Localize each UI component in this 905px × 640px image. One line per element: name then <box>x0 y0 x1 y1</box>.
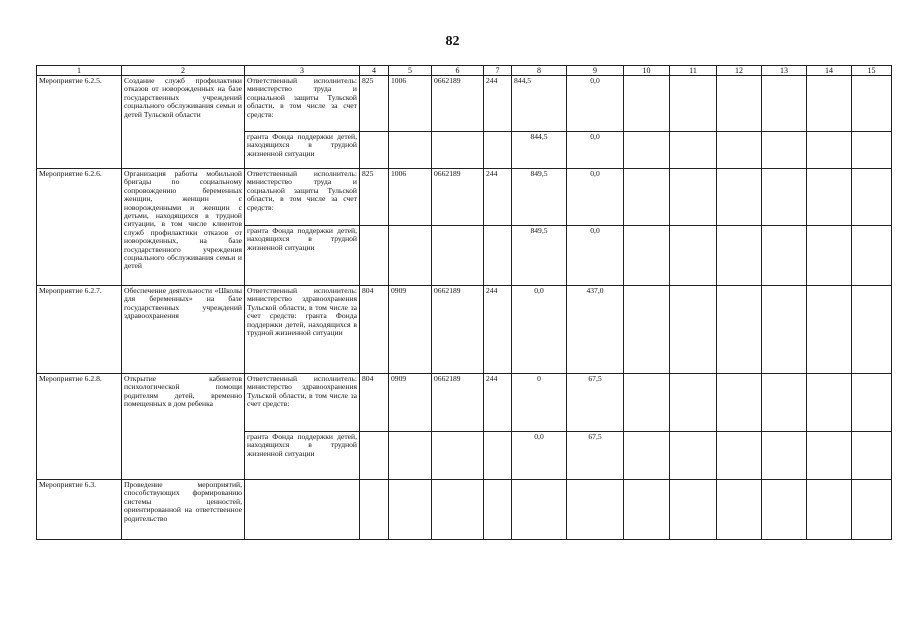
code-cell <box>484 432 512 480</box>
empty-cell <box>670 480 717 540</box>
empty-cell <box>624 432 670 480</box>
executor-cell: гранта Фонда поддержки детей, находящихся в трудной жизненной ситуации <box>245 132 360 169</box>
empty-cell <box>670 374 717 432</box>
empty-cell <box>670 132 717 169</box>
amount-cell: 844,5 <box>512 76 567 132</box>
empty-cell <box>670 226 717 286</box>
amount-cell: 67,5 <box>567 374 624 432</box>
amount-cell: 0 <box>512 374 567 432</box>
empty-cell <box>762 286 807 374</box>
code-cell <box>432 432 484 480</box>
executor-cell: гранта Фонда поддержки детей, находящихся в трудной жизненной ситуации <box>245 226 360 286</box>
code-cell <box>360 480 389 540</box>
empty-cell <box>624 480 670 540</box>
empty-cell <box>762 169 807 226</box>
amount-cell: 0,0 <box>567 132 624 169</box>
empty-cell <box>807 480 852 540</box>
code-cell: 244 <box>484 286 512 374</box>
empty-cell <box>670 432 717 480</box>
code-cell <box>432 226 484 286</box>
column-header: 14 <box>807 66 852 76</box>
empty-cell <box>670 169 717 226</box>
code-cell: 0662189 <box>432 286 484 374</box>
measure-name: Создание служб профилактики отказов от новорожденных на базе государственных учреждений социального обслуживания семьи и детей Тульской области <box>122 76 245 169</box>
table-row <box>37 76 892 132</box>
empty-cell <box>807 226 852 286</box>
code-cell: 1006 <box>389 169 432 226</box>
empty-cell <box>762 226 807 286</box>
empty-cell <box>807 132 852 169</box>
executor-cell: Ответственный исполнитель: министерство здравоохранения Тульской области, в том числе за счет средств: гранта Фонда поддержки детей, находящихся в трудной жизненной ситуации <box>245 286 360 374</box>
empty-cell <box>852 286 892 374</box>
measure-name: Организация работы мобильной бригады по социальному сопровождению беременных женщин, женщин с новорожденными и женщин с детьми, находящихся в трудной ситуации, в том числе клиентов служб профилактики отказов от новорожденных, на базе государственного учреждения социального обслуживания семьи и детей <box>122 169 245 286</box>
amount-cell: 0,0 <box>512 286 567 374</box>
amount-cell: 0,0 <box>567 226 624 286</box>
empty-cell <box>624 374 670 432</box>
header-row <box>37 66 892 76</box>
code-cell: 0909 <box>389 286 432 374</box>
column-header: 8 <box>512 66 567 76</box>
empty-cell <box>624 76 670 132</box>
code-cell: 244 <box>484 374 512 432</box>
code-cell: 0662189 <box>432 76 484 132</box>
empty-cell <box>852 374 892 432</box>
column-header: 4 <box>360 66 389 76</box>
page-number: 82 <box>445 34 460 49</box>
code-cell <box>389 432 432 480</box>
code-cell: 0662189 <box>432 374 484 432</box>
empty-cell <box>852 76 892 132</box>
amount-cell: 849,5 <box>512 226 567 286</box>
empty-cell <box>852 480 892 540</box>
amount-cell: 0,0 <box>567 76 624 132</box>
column-header: 10 <box>624 66 670 76</box>
measure-id: Мероприятие 6.2.6. <box>37 169 122 286</box>
empty-cell <box>852 432 892 480</box>
column-header: 5 <box>389 66 432 76</box>
amount-cell: 0,0 <box>512 432 567 480</box>
column-header: 7 <box>484 66 512 76</box>
code-cell <box>432 480 484 540</box>
column-header: 12 <box>717 66 762 76</box>
measure-id: Мероприятие 6.2.7. <box>37 286 122 374</box>
empty-cell <box>670 286 717 374</box>
column-header: 6 <box>432 66 484 76</box>
empty-cell <box>762 374 807 432</box>
code-cell: 804 <box>360 374 389 432</box>
empty-cell <box>624 169 670 226</box>
empty-cell <box>852 169 892 226</box>
code-cell <box>484 226 512 286</box>
code-cell: 1006 <box>389 76 432 132</box>
executor-cell <box>245 480 360 540</box>
empty-cell <box>717 132 762 169</box>
empty-cell <box>717 226 762 286</box>
table-row <box>37 169 892 226</box>
table-row <box>37 480 892 540</box>
empty-cell <box>762 432 807 480</box>
empty-cell <box>852 132 892 169</box>
column-header: 15 <box>852 66 892 76</box>
amount-cell <box>512 480 567 540</box>
measure-name: Обеспечение деятельности «Школы для беременных» на базе государственных учреждений здравоохранения <box>122 286 245 374</box>
empty-cell <box>852 226 892 286</box>
executor-cell: Ответственный исполнитель: министерство труда и социальной защиты Тульской области, в том числе за счет средств: <box>245 169 360 226</box>
empty-cell <box>717 432 762 480</box>
executor-cell: Ответственный исполнитель: министерство труда и социальной защиты Тульской области, в том числе за счет средств: <box>245 76 360 132</box>
code-cell: 825 <box>360 76 389 132</box>
empty-cell <box>717 169 762 226</box>
code-cell <box>484 480 512 540</box>
column-header: 2 <box>122 66 245 76</box>
code-cell: 0662189 <box>432 169 484 226</box>
code-cell: 0909 <box>389 374 432 432</box>
amount-cell: 844,5 <box>512 132 567 169</box>
empty-cell <box>762 132 807 169</box>
column-header: 11 <box>670 66 717 76</box>
empty-cell <box>717 480 762 540</box>
code-cell <box>360 226 389 286</box>
empty-cell <box>762 480 807 540</box>
empty-cell <box>717 374 762 432</box>
empty-cell <box>807 374 852 432</box>
empty-cell <box>762 76 807 132</box>
amount-cell: 67,5 <box>567 432 624 480</box>
code-cell: 804 <box>360 286 389 374</box>
code-cell <box>432 132 484 169</box>
column-header: 3 <box>245 66 360 76</box>
executor-cell: гранта Фонда поддержки детей, находящихся в трудной жизненной ситуации <box>245 432 360 480</box>
code-cell <box>389 132 432 169</box>
code-cell <box>389 480 432 540</box>
measure-id: Мероприятие 6.2.5. <box>37 76 122 169</box>
measure-name: Открытие кабинетов психологической помощи родителям детей, временно помещенных в дом ребенка <box>122 374 245 480</box>
empty-cell <box>624 132 670 169</box>
code-cell <box>389 226 432 286</box>
empty-cell <box>717 286 762 374</box>
amount-cell: 849,5 <box>512 169 567 226</box>
measure-id: Мероприятие 6.3. <box>37 480 122 540</box>
code-cell <box>360 132 389 169</box>
empty-cell <box>807 432 852 480</box>
code-cell: 825 <box>360 169 389 226</box>
table-row <box>37 374 892 432</box>
empty-cell <box>807 76 852 132</box>
measure-name: Проведение мероприятий, способствующих формированию системы ценностей, ориентированной на ответственное родительство <box>122 480 245 540</box>
program-table <box>36 65 892 540</box>
amount-cell: 0,0 <box>567 169 624 226</box>
empty-cell <box>624 286 670 374</box>
amount-cell: 437,0 <box>567 286 624 374</box>
column-header: 1 <box>37 66 122 76</box>
table-row <box>37 286 892 374</box>
empty-cell <box>717 76 762 132</box>
empty-cell <box>807 169 852 226</box>
column-header: 13 <box>762 66 807 76</box>
amount-cell <box>567 480 624 540</box>
code-cell <box>360 432 389 480</box>
executor-cell: Ответственный исполнитель: министерство здравоохранения Тульской области, в том числе за счет средств: <box>245 374 360 432</box>
code-cell: 244 <box>484 76 512 132</box>
column-header: 9 <box>567 66 624 76</box>
empty-cell <box>624 226 670 286</box>
code-cell <box>484 132 512 169</box>
code-cell: 244 <box>484 169 512 226</box>
measure-id: Мероприятие 6.2.8. <box>37 374 122 480</box>
empty-cell <box>807 286 852 374</box>
empty-cell <box>670 76 717 132</box>
